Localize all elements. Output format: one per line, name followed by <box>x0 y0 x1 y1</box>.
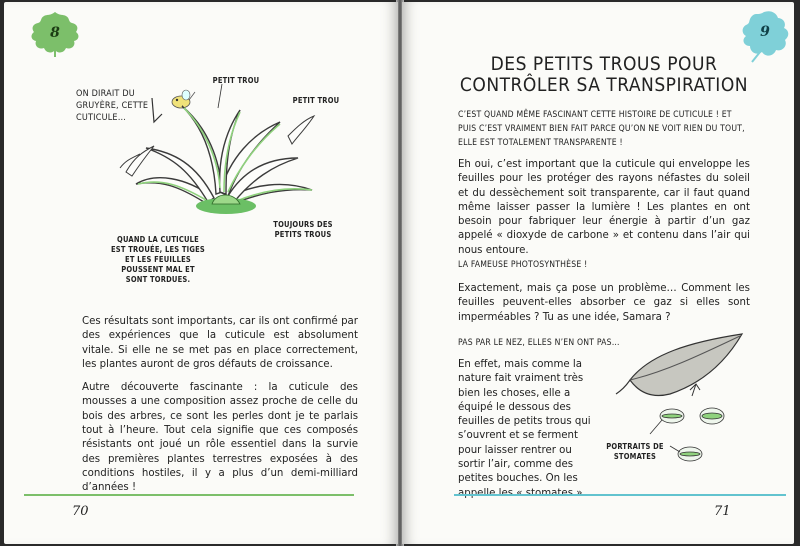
left-page-number: 70 <box>72 504 89 519</box>
label-petit-trou-1: PETIT TROU <box>212 76 260 85</box>
page-title <box>454 54 754 96</box>
label-toujours: TOUJOURS DES PETITS TROUS <box>273 220 333 239</box>
intro-dialogue: C’EST QUAND MÊME FASCINANT CETTE HISTOIRE DE CUTICULE ! ET PUIS C’EST VRAIMENT BIEN FAIT PARCE QU’ON NE VOIT RIEN DU TOUT, ELLE EST TOTALEMENT TRANSPARENTE ! <box>458 110 745 148</box>
left-page <box>4 2 398 544</box>
left-paragraph-2: Autre découverte fascinante : la cuticule des mousses a une composition assez proche de celle du bois des arbres, ce sont les perles dont je te parlais tout à l’heure. Tout cela signifie que ces composés résistants ont joué un rôle essentiel dans la survie des premières plantes terrestres exposées à des conditions hostiles, il y a plus d’un demi-milliard d’années ! <box>82 382 358 494</box>
right-footer-line <box>454 494 786 496</box>
leaf-page-number: 8 <box>50 25 60 41</box>
label-petit-trou-2: PETIT TROU <box>292 96 340 105</box>
dialogue-nez: PAS PAR LE NEZ, ELLES N’EN ONT PAS… <box>458 338 620 348</box>
label-caption: QUAND LA CUTICULE EST TROUÉE, LES TIGES ET LES FEUILLES POUSSENT MAL ET SONT TORDUES. <box>110 235 205 284</box>
leaf-badge-left <box>28 10 82 58</box>
title-line-1: DES PETITS TROUS POUR <box>490 53 718 75</box>
paragraph-3: En effet, mais comme la nature fait vraiment très bien les choses, elle a équipé le dessous des feuilles de petits trous qui s’ouvrent et se ferment pour laisser rentrer ou sortir l’air, comme des petites bouches. On les <box>458 359 591 485</box>
dialogue-photosynthese: LA FAMEUSE PHOTOSYNTHÈSE ! <box>458 260 588 270</box>
label-portraits: PORTRAITS DE STOMATES <box>606 442 664 461</box>
paragraph-1: Eh oui, c’est important que la cuticule qui enveloppe les feuilles pour les protéger des rayons néfastes du soleil et du dessèchement soit transparente, car il faut quand même laisser passer la lumière ! Les plantes en ont besoin pour fabriquer leur énergie à partir d’un gaz appelé « dioxyde de carbone » et contenu dans l’air qui nous entoure. <box>458 159 750 256</box>
right-page <box>402 2 794 544</box>
leaf-page-number: 9 <box>760 24 770 40</box>
left-footer-line <box>24 494 354 496</box>
paragraph-2: Exactement, mais ça pose un problème… Comment les feuilles peuvent-elles absorber ce gaz si elles sont imperméables ? Tu as une idée, Samara ? <box>458 283 750 323</box>
left-body-text <box>82 315 358 505</box>
left-paragraph-1: Ces résultats sont importants, car ils ont confirmé par des expériences que la cuticule est absolument vitale. Si elle ne se met pas en place correctement, les plantes auront de gros défauts de croissance. <box>82 316 358 370</box>
right-page-number: 71 <box>714 504 731 519</box>
pointer-line-1 <box>204 82 234 112</box>
title-line-2: CONTRÔLER SA TRANSPIRATION <box>459 74 749 96</box>
speech-bubble-text: ON DIRAIT DU GRUYÈRE, CETTE CUTICULE… <box>76 89 149 123</box>
